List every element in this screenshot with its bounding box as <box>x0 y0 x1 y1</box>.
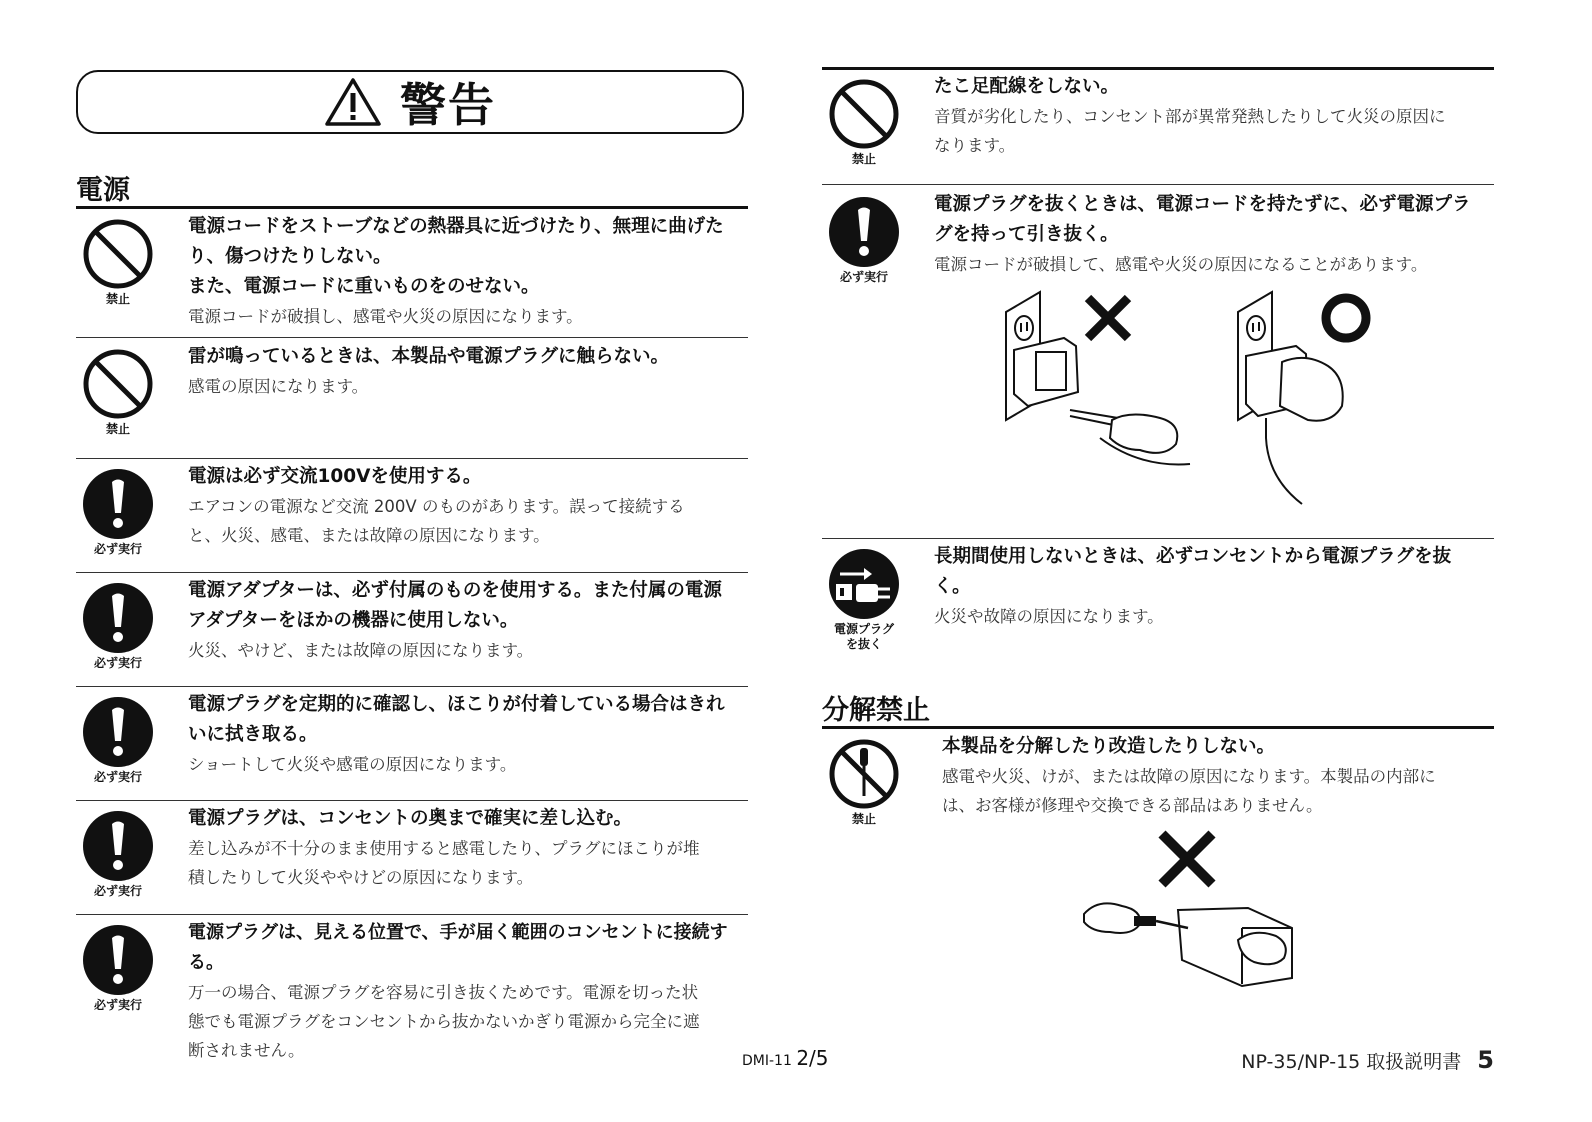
divider <box>76 458 748 459</box>
symbol-label: 必ず実行 <box>93 542 142 556</box>
item-lead: 電源プラグを定期的に確認し、ほこりが付着している場合はきれ <box>188 694 725 715</box>
mandatory-symbol <box>824 196 904 285</box>
item-body: 火災や故障の原因になります。 <box>934 607 1164 626</box>
mandatory-symbol <box>78 810 158 899</box>
item-lead: 電源プラグは、コンセントの奥まで確実に差し込む。 <box>188 808 633 829</box>
item-body: 差し込みが不十分のまま使用すると感電したり、プラグにほこりが堆 <box>188 839 700 858</box>
item-lead: 電源は必ず交流100Vを使用する。 <box>188 466 482 487</box>
symbol-label: 禁止 <box>851 812 876 826</box>
divider <box>76 800 748 801</box>
section-heading-disassembly: 分解禁止 <box>822 695 930 726</box>
symbol-label: 禁止 <box>851 152 876 166</box>
item-body: エアコンの電源など交流 200V のものがあります。誤って接続する <box>188 497 685 516</box>
prohibited-icon <box>828 78 900 150</box>
mandatory-symbol <box>78 468 158 557</box>
warning-banner <box>76 70 744 134</box>
item-body: 感電の原因になります。 <box>188 377 369 396</box>
warning-triangle-icon <box>324 77 382 127</box>
symbol-label: 必ず実行 <box>93 998 142 1012</box>
mandatory-symbol <box>78 696 158 785</box>
item-body: 積したりして火災ややけどの原因になります。 <box>188 868 534 887</box>
symbol-label: 禁止 <box>105 422 130 436</box>
section-rule <box>76 206 748 209</box>
item-lead: 長期間使用しないときは、必ずコンセントから電源プラグを抜 <box>934 546 1452 567</box>
item-lead: 本製品を分解したり改造したりしない。 <box>942 736 1276 757</box>
unplug-symbol <box>824 548 904 652</box>
no-disassembly-symbol <box>824 738 904 827</box>
item-body: 火災、やけど、または故障の原因になります。 <box>188 641 534 660</box>
disassembly-illustration <box>1078 828 1308 988</box>
prohibited-icon <box>82 218 154 290</box>
item-lead: アダプターをほかの機器に使用しない。 <box>188 610 519 631</box>
unplug-wrong-illustration <box>1000 288 1200 488</box>
section-rule <box>822 67 1494 70</box>
doc-code: DMI-11 <box>742 1053 792 1069</box>
prohibited-symbol <box>824 78 904 167</box>
prohibited-symbol <box>78 218 158 307</box>
item-body: と、火災、感電、または故障の原因になります。 <box>188 526 550 545</box>
divider <box>76 572 748 573</box>
banner-title: 警告 <box>400 78 496 132</box>
symbol-label: 電源プラグ を抜く <box>833 622 894 651</box>
item-lead: たこ足配線をしない。 <box>934 76 1120 97</box>
item-body: ショートして火災や感電の原因になります。 <box>188 755 517 774</box>
item-lead: いに拭き取る。 <box>188 724 318 745</box>
item-lead: グを持って引き抜く。 <box>934 224 1119 245</box>
item-lead: り、傷つけたりしない。 <box>188 246 392 267</box>
mandatory-exclamation-icon <box>82 924 154 996</box>
footer-doc-code <box>742 1046 829 1070</box>
section-rule <box>822 726 1494 729</box>
item-body: 電源コードが破損して、感電や火災の原因になることがあります。 <box>934 255 1428 274</box>
footer-page <box>1241 1046 1494 1074</box>
symbol-label: 必ず実行 <box>839 270 888 284</box>
divider <box>76 337 748 338</box>
page-number: 5 <box>1477 1046 1494 1074</box>
prohibited-icon <box>82 348 154 420</box>
manual-title: NP-35/NP-15 取扱説明書 <box>1241 1051 1462 1073</box>
mandatory-symbol <box>78 924 158 1013</box>
item-body: 万一の場合、電源プラグを容易に引き抜くためです。電源を切った状 <box>188 983 699 1002</box>
item-lead: 電源プラグを抜くときは、電源コードを持たずに、必ず電源プラ <box>934 194 1471 215</box>
divider <box>822 538 1494 539</box>
item-lead: 電源アダプターは、必ず付属のものを使用する。また付属の電源 <box>188 580 722 601</box>
mandatory-exclamation-icon <box>82 696 154 768</box>
item-lead: また、電源コードに重いものをのせない。 <box>188 276 540 297</box>
item-body: 断されません。 <box>188 1041 305 1060</box>
unplug-correct-illustration <box>1232 288 1432 508</box>
divider <box>76 914 748 915</box>
divider <box>76 686 748 687</box>
prohibited-symbol <box>78 348 158 437</box>
symbol-label: 禁止 <box>105 292 130 306</box>
symbol-label: 必ず実行 <box>93 884 142 898</box>
item-lead: 電源コードをストーブなどの熱器具に近づけたり、無理に曲げた <box>188 216 724 237</box>
item-body: 態でも電源プラグをコンセントから抜かないかぎり電源から完全に遮 <box>188 1012 700 1031</box>
item-body: 電源コードが破損し、感電や火災の原因になります。 <box>188 307 583 326</box>
mandatory-exclamation-icon <box>82 582 154 654</box>
mandatory-exclamation-icon <box>82 810 154 882</box>
item-body: は、お客様が修理や交換できる部品はありません。 <box>942 796 1323 815</box>
section-heading-power: 電源 <box>76 175 130 206</box>
mandatory-symbol <box>78 582 158 671</box>
divider <box>822 184 1494 185</box>
item-lead: く。 <box>934 576 971 597</box>
item-body: なります。 <box>934 136 1016 155</box>
mandatory-exclamation-icon <box>82 468 154 540</box>
symbol-label: 必ず実行 <box>93 770 142 784</box>
item-body: 感電や火災、けが、または故障の原因になります。本製品の内部に <box>942 767 1436 786</box>
sheet-number: 2/5 <box>796 1046 829 1070</box>
mandatory-exclamation-icon <box>828 196 900 268</box>
item-body: 音質が劣化したり、コンセント部が異常発熱したりして火災の原因に <box>934 107 1446 126</box>
item-lead: 電源プラグは、見える位置で、手が届く範囲のコンセントに接続する。 <box>188 922 728 973</box>
no-disassembly-icon <box>828 738 900 810</box>
unplug-icon <box>828 548 900 620</box>
symbol-label: 必ず実行 <box>93 656 142 670</box>
item-lead: 雷が鳴っているときは、本製品や電源プラグに触らない。 <box>188 346 670 367</box>
